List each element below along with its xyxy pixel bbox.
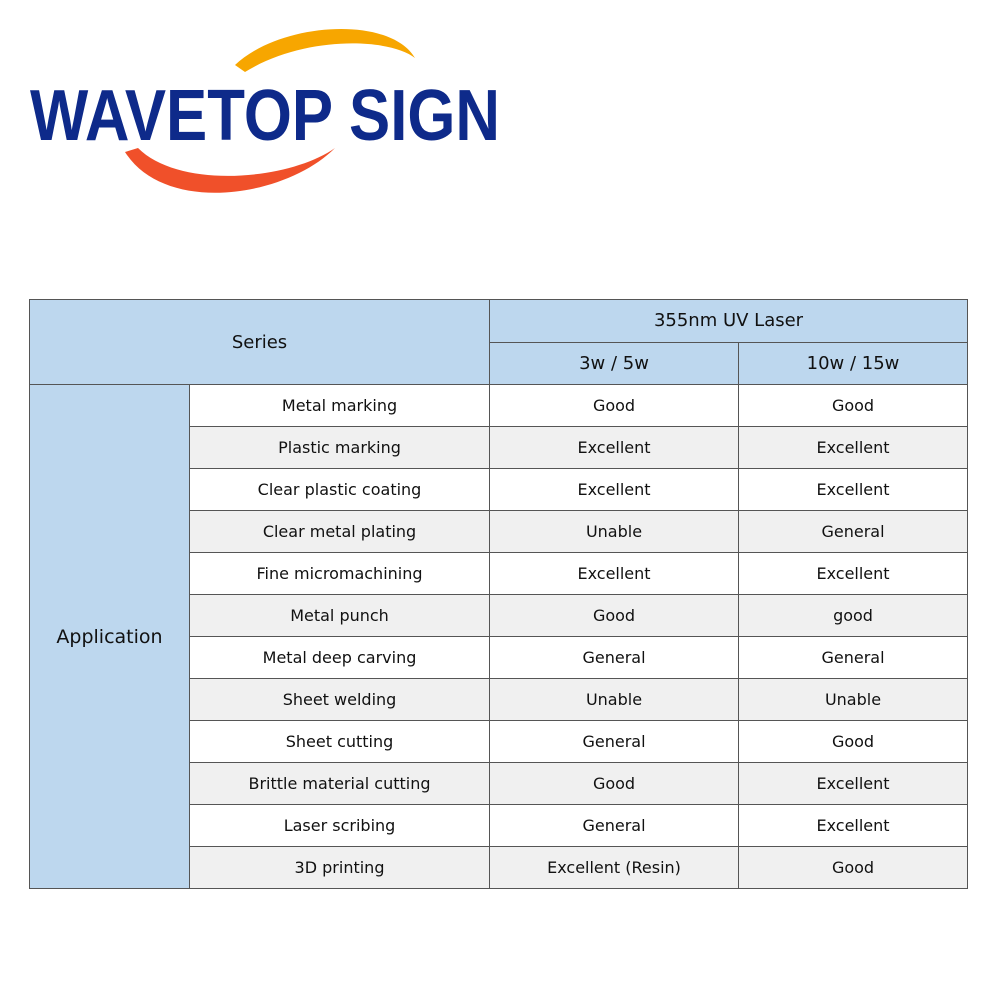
rating-10w-15w-cell: Good [739,385,968,427]
application-name-cell: Metal marking [190,385,490,427]
rating-3w-5w-cell: Excellent (Resin) [490,847,739,889]
rating-10w-15w-cell: Good [739,721,968,763]
application-name-cell: 3D printing [190,847,490,889]
rating-3w-5w-cell: Excellent [490,427,739,469]
application-name-cell: Laser scribing [190,805,490,847]
rating-10w-15w-cell: General [739,637,968,679]
rating-3w-5w-cell: Good [490,385,739,427]
header-row-top [30,300,968,343]
table-row [30,385,968,427]
logo-text: WAVETOP SIGN [30,76,500,156]
application-name-cell: Clear plastic coating [190,469,490,511]
rating-10w-15w-cell: Excellent [739,805,968,847]
rating-3w-5w-cell: General [490,805,739,847]
rating-10w-15w-cell: Excellent [739,763,968,805]
application-name-cell: Metal punch [190,595,490,637]
application-name-cell: Sheet welding [190,679,490,721]
rating-3w-5w-cell: Excellent [490,553,739,595]
application-name-cell: Clear metal plating [190,511,490,553]
rating-3w-5w-cell: Excellent [490,469,739,511]
rating-3w-5w-cell: Unable [490,511,739,553]
wavetop-sign-logo [20,20,520,200]
rating-3w-5w-cell: General [490,637,739,679]
rating-10w-15w-cell: good [739,595,968,637]
upper-arc-icon [235,29,415,72]
rating-10w-15w-cell: General [739,511,968,553]
application-name-cell: Plastic marking [190,427,490,469]
power-header-3w-5w: 3w / 5w [490,342,739,385]
rating-10w-15w-cell: Good [739,847,968,889]
power-header-10w-15w: 10w / 15w [739,342,968,385]
rating-3w-5w-cell: Unable [490,679,739,721]
rating-10w-15w-cell: Excellent [739,469,968,511]
application-name-cell: Metal deep carving [190,637,490,679]
series-header: Series [30,300,490,385]
rating-3w-5w-cell: Good [490,763,739,805]
rating-10w-15w-cell: Unable [739,679,968,721]
application-name-cell: Sheet cutting [190,721,490,763]
rating-3w-5w-cell: Good [490,595,739,637]
rating-3w-5w-cell: General [490,721,739,763]
application-name-cell: Fine micromachining [190,553,490,595]
laser-application-table [29,299,968,889]
application-group-label: Application [30,385,190,889]
logo-graphic [20,20,520,200]
laser-type-header: 355nm UV Laser [490,300,968,343]
rating-10w-15w-cell: Excellent [739,553,968,595]
rating-10w-15w-cell: Excellent [739,427,968,469]
application-name-cell: Brittle material cutting [190,763,490,805]
